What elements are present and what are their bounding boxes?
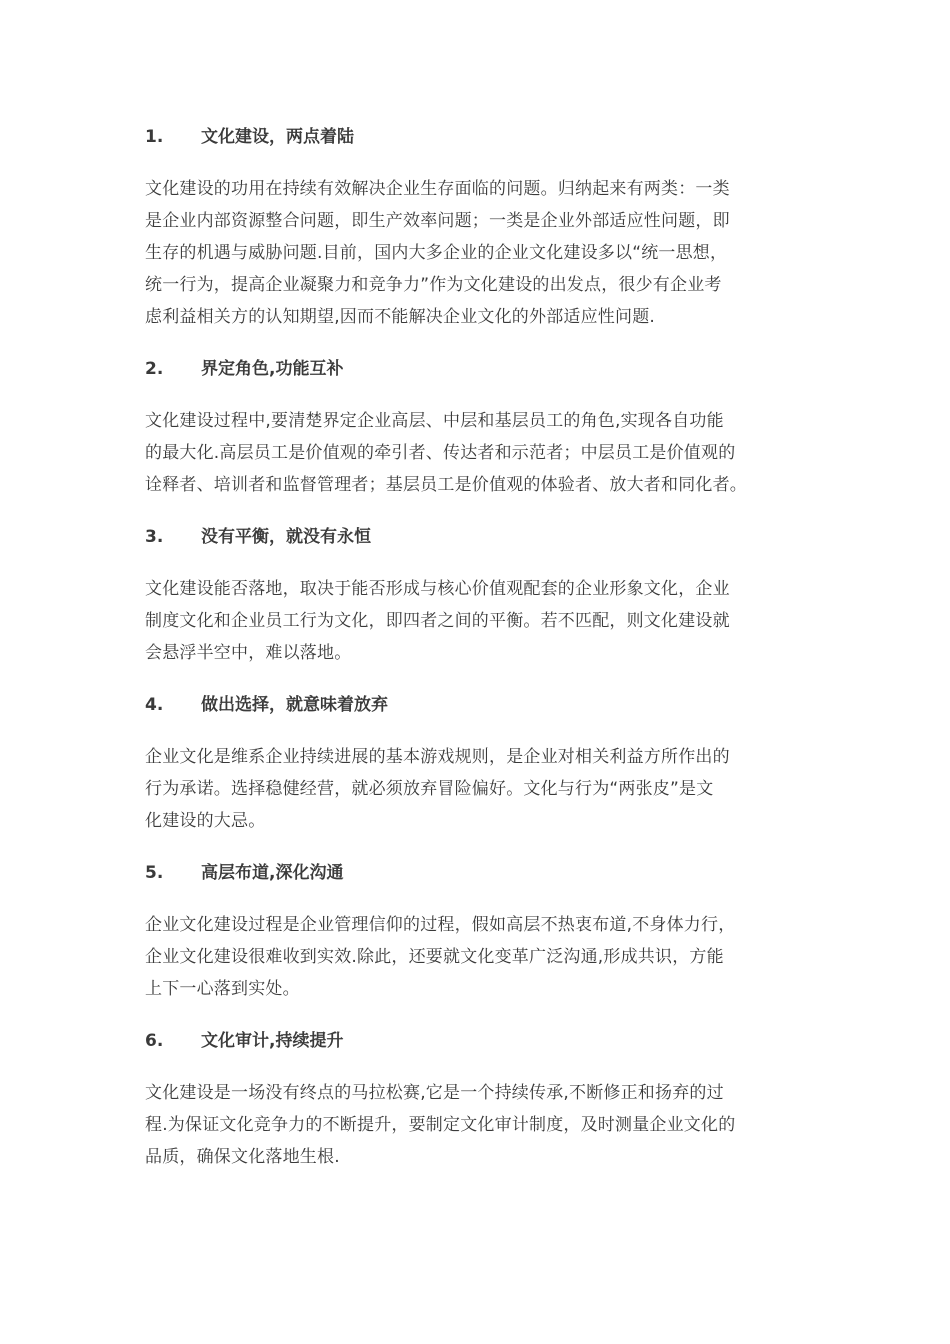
section-3 bbox=[145, 521, 810, 669]
section-number: 6. bbox=[145, 1031, 164, 1051]
section-heading bbox=[145, 689, 810, 721]
paragraph-line: 文化建设能否落地，取决于能否形成与核心价值观配套的企业形象文化，企业 bbox=[145, 579, 730, 599]
section-number: 1. bbox=[145, 127, 164, 147]
paragraph-line: 品质，确保文化落地生根. bbox=[145, 1147, 340, 1167]
paragraph-line: 文化建设是一场没有终点的马拉松赛,它是一个持续传承,不断修正和扬弃的过 bbox=[145, 1083, 724, 1103]
paragraph-line: 程.为保证文化竞争力的不断提升，要制定文化审计制度，及时测量企业文化的 bbox=[145, 1115, 736, 1135]
paragraph-line: 化建设的大忌。 bbox=[145, 811, 266, 831]
paragraph-line: 诠释者、培训者和监督管理者；基层员工是价值观的体验者、放大者和同化者。 bbox=[145, 475, 747, 495]
section-paragraph bbox=[145, 909, 810, 1005]
section-heading bbox=[145, 1025, 810, 1057]
section-number: 4. bbox=[145, 695, 164, 715]
paragraph-line: 是企业内部资源整合问题，即生产效率问题；一类是企业外部适应性问题，即 bbox=[145, 211, 730, 231]
paragraph-line: 文化建设的功用在持续有效解决企业生存面临的问题。归纳起来有两类：一类 bbox=[145, 179, 730, 199]
section-paragraph bbox=[145, 1077, 810, 1173]
section-title: 没有平衡，就没有永恒 bbox=[201, 527, 371, 547]
section-6 bbox=[145, 1025, 810, 1173]
paragraph-line: 虑利益相关方的认知期望,因而不能解决企业文化的外部适应性问题. bbox=[145, 307, 656, 327]
paragraph-line: 企业文化建设很难收到实效.除此，还要就文化变革广泛沟通,形成共识，方能 bbox=[145, 947, 724, 967]
section-number: 3. bbox=[145, 527, 164, 547]
section-title: 文化建设，两点着陆 bbox=[201, 127, 354, 147]
section-heading bbox=[145, 353, 810, 385]
paragraph-line: 制度文化和企业员工行为文化，即四者之间的平衡。若不匹配，则文化建设就 bbox=[145, 611, 730, 631]
paragraph-line: 企业文化是维系企业持续进展的基本游戏规则，是企业对相关利益方所作出的 bbox=[145, 747, 730, 767]
section-paragraph bbox=[145, 173, 810, 333]
section-title: 做出选择，就意味着放弃 bbox=[201, 695, 388, 715]
section-number: 5. bbox=[145, 863, 164, 883]
paragraph-line: 上下一心落到实处。 bbox=[145, 979, 300, 999]
section-4 bbox=[145, 689, 810, 837]
section-title: 界定角色,功能互补 bbox=[201, 359, 344, 379]
section-heading bbox=[145, 121, 810, 153]
section-paragraph bbox=[145, 573, 810, 669]
section-heading bbox=[145, 521, 810, 553]
document-page bbox=[145, 121, 810, 1193]
section-title: 文化审计,持续提升 bbox=[201, 1031, 344, 1051]
section-paragraph bbox=[145, 405, 810, 501]
paragraph-line: 统一行为，提高企业凝聚力和竞争力”作为文化建设的出发点，很少有企业考 bbox=[145, 275, 722, 295]
section-number: 2. bbox=[145, 359, 164, 379]
paragraph-line: 文化建设过程中,要清楚界定企业高层、中层和基层员工的角色,实现各自功能 bbox=[145, 411, 724, 431]
paragraph-line: 企业文化建设过程是企业管理信仰的过程，假如高层不热衷布道,不身体力行， bbox=[145, 915, 736, 935]
section-paragraph bbox=[145, 741, 810, 837]
paragraph-line: 行为承诺。选择稳健经营，就必须放弃冒险偏好。文化与行为“两张皮”是文 bbox=[145, 779, 714, 799]
section-2 bbox=[145, 353, 810, 501]
section-title: 高层布道,深化沟通 bbox=[201, 863, 344, 883]
paragraph-line: 的最大化.高层员工是价值观的牵引者、传达者和示范者；中层员工是价值观的 bbox=[145, 443, 736, 463]
section-heading bbox=[145, 857, 810, 889]
section-5 bbox=[145, 857, 810, 1005]
section-1 bbox=[145, 121, 810, 333]
paragraph-line: 会悬浮半空中，难以落地。 bbox=[145, 643, 352, 663]
paragraph-line: 生存的机遇与威胁问题.目前，国内大多企业的企业文化建设多以“统一思想， bbox=[145, 243, 728, 263]
